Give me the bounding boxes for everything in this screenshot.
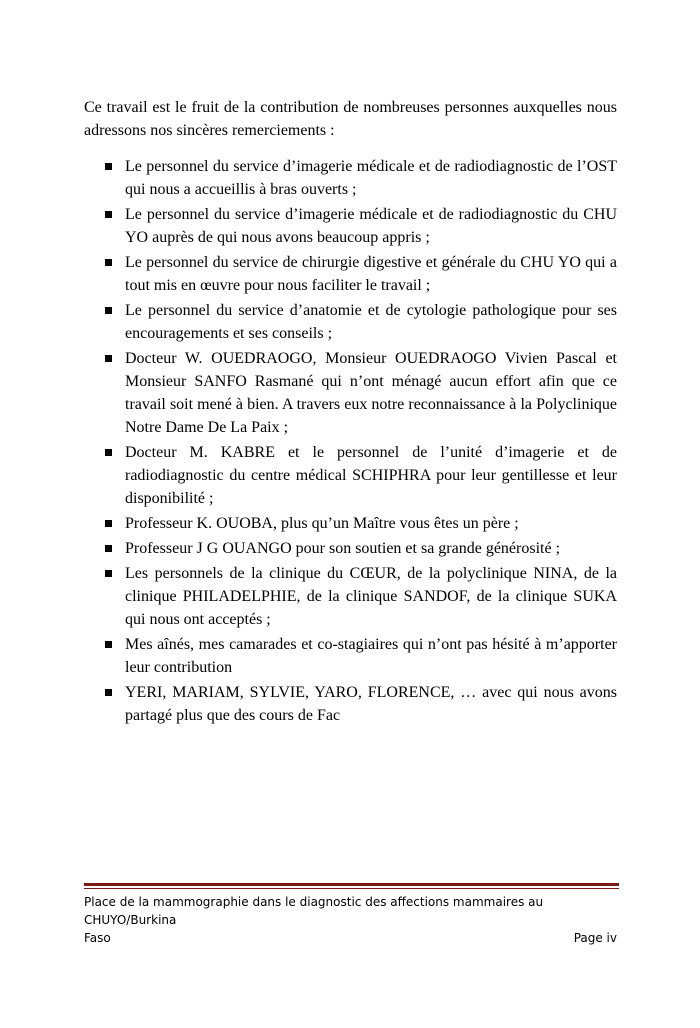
square-bullet-icon xyxy=(105,211,112,218)
acknowledgement-list xyxy=(84,155,617,729)
square-bullet-icon xyxy=(105,520,112,527)
list-item xyxy=(84,299,617,345)
footer-title-continued: Faso xyxy=(84,931,111,945)
square-bullet-icon xyxy=(105,355,112,362)
list-item-text: Mes aînés, mes camarades et co-stagiaires qui n’ont pas hésité à m’apporter leur contribution xyxy=(125,636,617,676)
intro-paragraph: Ce travail est le fruit de la contribution de nombreuses personnes auxquelles nous adressons nos sincères remerciements : xyxy=(84,99,617,139)
list-item xyxy=(84,441,617,510)
list-item-text: Docteur W. OUEDRAOGO, Monsieur OUEDRAOGO Vivien Pascal et Monsieur SANFO Rasmané qui n’ont ménagé aucun effort afin que ce travail soit mené à bien. A travers eux notre reconnaissance à la Polyclinique Notre Dame De La Paix ; xyxy=(125,350,617,436)
square-bullet-icon xyxy=(105,570,112,577)
list-item-text: Le personnel du service d’imagerie médicale et de radiodiagnostic de l’OST qui nous a accueillis à bras ouverts ; xyxy=(125,158,617,198)
footer-divider xyxy=(84,883,619,886)
square-bullet-icon xyxy=(105,689,112,696)
list-item xyxy=(84,633,617,679)
square-bullet-icon xyxy=(105,545,112,552)
square-bullet-icon xyxy=(105,307,112,314)
list-item-text: Docteur M. KABRE et le personnel de l’unité d’imagerie et de radiodiagnostic du centre médical SCHIPHRA pour leur gentillesse et leur disponibilité ; xyxy=(125,444,617,507)
list-item-text: Le personnel du service d’imagerie médicale et de radiodiagnostic du CHU YO auprès de qui nous avons beaucoup appris ; xyxy=(125,206,617,246)
footer-title: Place de la mammographie dans le diagnostic des affections mammaires au CHUYO/Burkina xyxy=(84,895,544,927)
square-bullet-icon xyxy=(105,641,112,648)
square-bullet-icon xyxy=(105,163,112,170)
list-item xyxy=(84,681,617,727)
list-item xyxy=(84,155,617,201)
list-item-text: Le personnel du service de chirurgie digestive et générale du CHU YO qui a tout mis en œuvre pour nous faciliter le travail ; xyxy=(125,254,617,294)
list-item-text: Le personnel du service d’anatomie et de cytologie pathologique pour ses encouragements et ses conseils ; xyxy=(125,302,617,342)
list-item xyxy=(84,203,617,249)
page-number: Page iv xyxy=(573,931,617,945)
square-bullet-icon xyxy=(105,449,112,456)
page-footer xyxy=(84,893,617,947)
list-item xyxy=(84,512,617,535)
list-item-text: Les personnels de la clinique du CŒUR, de la polyclinique NINA, de la clinique PHILADELPHIE, de la clinique SANDOF, de la clinique SUKA qui nous ont acceptés ; xyxy=(125,565,617,628)
footer-divider-thin xyxy=(84,888,619,889)
square-bullet-icon xyxy=(105,259,112,266)
list-item-text: YERI, MARIAM, SYLVIE, YARO, FLORENCE, … avec qui nous avons partagé plus que des cours de Fac xyxy=(125,684,617,724)
list-item xyxy=(84,537,617,560)
list-item-text: Professeur K. OUOBA, plus qu’un Maître vous êtes un père ; xyxy=(125,515,519,532)
list-item xyxy=(84,251,617,297)
list-item-text: Professeur J G OUANGO pour son soutien et sa grande générosité ; xyxy=(125,540,561,557)
list-item xyxy=(84,562,617,631)
list-item xyxy=(84,347,617,439)
